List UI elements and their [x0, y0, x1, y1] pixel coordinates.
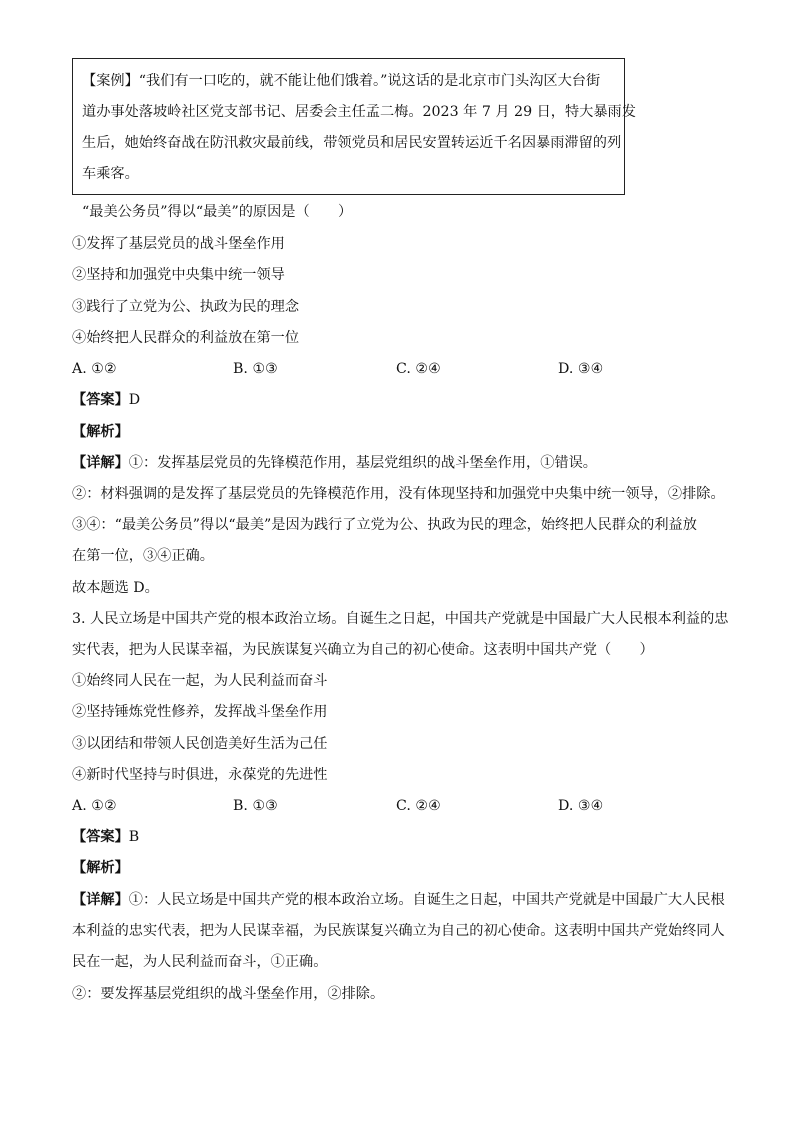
detail-text: ①：发挥基层党员的先锋模范作用，基层党组织的战斗堡垒作用，①错误。 — [128, 455, 597, 471]
detail-label: 【详解】 — [72, 455, 129, 471]
q3-stem-line: 实代表，把为人民谋幸福，为民族谋复兴确立为自己的初心使命。这表明中国共产党（ ） — [72, 642, 654, 658]
answer-value: D — [128, 392, 141, 408]
q3-detail-line: 民在一起，为人民利益而奋斗，①正确。 — [72, 954, 328, 970]
case-line: 道办事处落坡岭社区党支部书记、居委会主任孟二梅。2023 年 7 月 29 日，特大暴雨发 — [82, 104, 636, 120]
q3-item-1: ①始终同人民在一起，为人民利益而奋斗 — [72, 673, 328, 689]
case-line: 车乘客。 — [82, 166, 139, 182]
q2-detail-line: ②：材料强调的是发挥了基层党员的先锋模范作用，没有体现坚持和加强党中央集中统一领导，②排除。 — [72, 486, 725, 502]
q3-answer — [72, 825, 139, 849]
q2-answer — [72, 388, 140, 412]
q3-option-d: D. ③④ — [558, 798, 604, 814]
q3-option-c: C. ②④ — [396, 798, 441, 814]
answer-label: 【答案】 — [72, 829, 129, 845]
q2-detail-line — [72, 451, 597, 475]
q2-stem: “最美公务员”得以“最美”的原因是（ ） — [82, 204, 353, 220]
q3-analysis-label: 【解析】 — [72, 860, 129, 876]
q3-detail-line: ②：要发挥基层党组织的战斗堡垒作用，②排除。 — [72, 986, 385, 1002]
q2-conclusion: 故本题选 D。 — [72, 580, 159, 596]
case-line: 生后，她始终奋战在防汛救灾最前线，带领党员和居民安置转运近千名因暴雨滞留的列 — [82, 135, 622, 151]
q3-option-b: B. ①③ — [233, 798, 278, 814]
case-box — [72, 58, 636, 195]
q3-option-a: A. ①② — [72, 798, 117, 814]
answer-label: 【答案】 — [72, 392, 129, 408]
q3-item-2: ②坚持锤炼党性修养，发挥战斗堡垒作用 — [72, 704, 328, 720]
case-line: 【案例】“我们有一口吃的，就不能让他们饿着。”说这话的是北京市门头沟区大台街 — [82, 73, 601, 89]
detail-label: 【详解】 — [72, 892, 129, 908]
q2-option-a: A. ①② — [72, 361, 117, 377]
q2-option-b: B. ①③ — [233, 361, 278, 377]
q2-option-d: D. ③④ — [558, 361, 604, 377]
detail-text: ①：人民立场是中国共产党的根本政治立场。自诞生之日起，中国共产党就是中国最广大人民根 — [128, 892, 725, 908]
q2-item-1: ①发挥了基层党员的战斗堡垒作用 — [72, 236, 285, 252]
q3-stem-line: 3. 人民立场是中国共产党的根本政治立场。自诞生之日起，中国共产党就是中国最广大人民根本利益的忠 — [72, 611, 729, 627]
q2-detail-line: ③④：“最美公务员”得以“最美”是因为践行了立党为公、执政为民的理念，始终把人民群众的利益放 — [72, 517, 697, 533]
q2-detail-line: 在第一位，③④正确。 — [72, 548, 214, 564]
q2-option-c: C. ②④ — [396, 361, 441, 377]
q2-item-2: ②坚持和加强党中央集中统一领导 — [72, 267, 285, 283]
q3-item-3: ③以团结和带领人民创造美好生活为己任 — [72, 736, 328, 752]
q2-analysis-label: 【解析】 — [72, 424, 129, 440]
q2-item-4: ④始终把人民群众的利益放在第一位 — [72, 330, 300, 346]
q3-detail-line — [72, 888, 725, 912]
answer-value: B — [128, 829, 140, 845]
q2-item-3: ③践行了立党为公、执政为民的理念 — [72, 299, 300, 315]
q3-detail-line: 本利益的忠实代表，把为人民谋幸福，为民族谋复兴确立为自己的初心使命。这表明中国共产党始终同人 — [72, 923, 725, 939]
q3-item-4: ④新时代坚持与时俱进，永葆党的先进性 — [72, 767, 328, 783]
